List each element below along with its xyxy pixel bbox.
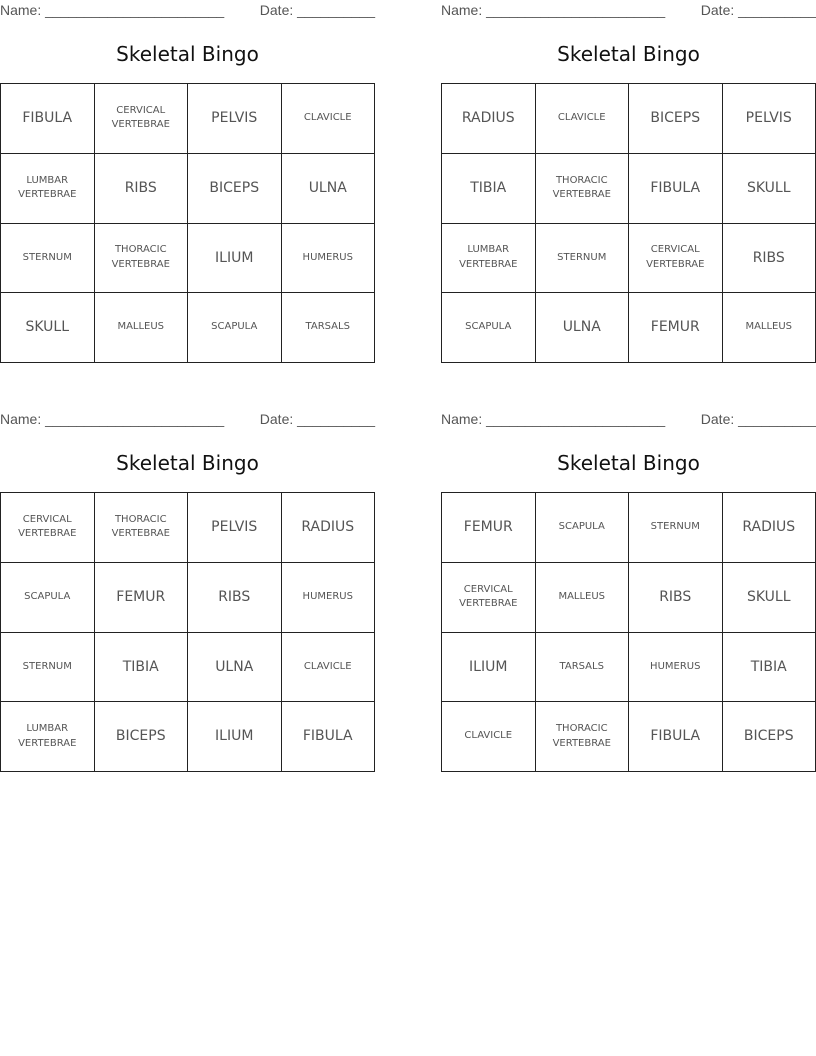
bingo-cell <box>282 702 376 772</box>
card-header <box>441 0 816 22</box>
card-title: Skeletal Bingo <box>116 42 259 66</box>
bingo-cell <box>536 84 630 154</box>
bingo-cell <box>536 224 630 294</box>
bingo-cell <box>442 224 536 294</box>
bingo-cell-text: SCAPULA <box>558 521 605 533</box>
bingo-cell-text: SKULL <box>25 319 70 336</box>
bingo-cell-text: CERVICAL VERTEBRAE <box>18 513 77 540</box>
bingo-cell <box>282 154 376 224</box>
bingo-cell-text: THORACIC VERTEBRAE <box>552 723 611 749</box>
bingo-cell-text: PELVIS <box>211 110 258 127</box>
bingo-cell-text: ULNA <box>308 179 347 196</box>
bingo-card <box>0 0 375 336</box>
bingo-cell-text: CLAVICLE <box>303 112 352 124</box>
bingo-cell-text: STERNUM <box>22 251 72 263</box>
bingo-cell-text: RIBS <box>752 249 785 266</box>
bingo-cell-text: MALLEUS <box>117 321 165 333</box>
card-title: Skeletal Bingo <box>557 451 700 475</box>
bingo-cell <box>536 633 630 703</box>
card-header <box>0 409 375 431</box>
card-title: Skeletal Bingo <box>116 451 259 475</box>
bingo-cell-text: HUMERUS <box>650 660 701 672</box>
bingo-cell <box>188 293 282 363</box>
bingo-cell <box>188 224 282 294</box>
bingo-cell-text: RIBS <box>124 179 157 196</box>
bingo-cell-text: TARSALS <box>559 660 604 672</box>
bingo-cell-text: TIBIA <box>122 658 159 675</box>
bingo-cell <box>442 154 536 224</box>
bingo-cell <box>723 84 816 154</box>
bingo-cell-text: SKULL <box>746 588 791 605</box>
bingo-cell-text: STERNUM <box>650 521 700 533</box>
bingo-cell <box>1 84 95 154</box>
bingo-cell <box>282 293 376 363</box>
bingo-cell-text: CLAVICLE <box>557 112 606 124</box>
date-field: Date: __________ <box>259 2 375 18</box>
bingo-grid <box>441 492 816 772</box>
bingo-cell <box>723 702 816 772</box>
bingo-cell-text: PELVIS <box>745 110 792 127</box>
bingo-cell-text: ILIUM <box>215 728 254 745</box>
bingo-cell <box>629 702 723 772</box>
bingo-cell-text: PELVIS <box>211 519 258 536</box>
bingo-cell <box>723 633 816 703</box>
bingo-cell <box>95 84 189 154</box>
bingo-grid <box>0 83 375 363</box>
bingo-cell-text: THORACIC VERTEBRAE <box>111 244 170 270</box>
bingo-cell-text: SCAPULA <box>465 321 512 333</box>
bingo-cell-text: ILIUM <box>215 249 254 266</box>
bingo-cell-text: THORACIC VERTEBRAE <box>111 513 170 540</box>
name-field: Name: _______________________ <box>0 2 225 18</box>
bingo-cell <box>95 563 189 633</box>
bingo-cell <box>95 633 189 703</box>
bingo-cell <box>629 154 723 224</box>
bingo-cell <box>1 154 95 224</box>
bingo-cell-text: RADIUS <box>742 519 796 536</box>
bingo-cell-text: FIBULA <box>302 728 353 745</box>
bingo-cell-text: RADIUS <box>461 110 515 127</box>
bingo-cell-text: RIBS <box>659 588 692 605</box>
bingo-cell <box>282 563 376 633</box>
date-field: Date: __________ <box>700 2 816 18</box>
bingo-cell-text: STERNUM <box>22 660 72 672</box>
bingo-cell-text: CERVICAL VERTEBRAE <box>459 583 518 610</box>
bingo-cell-text: TIBIA <box>750 658 787 675</box>
bingo-cell <box>536 493 630 563</box>
bingo-cell-text: CLAVICLE <box>464 730 513 742</box>
bingo-cell <box>1 224 95 294</box>
bingo-cell <box>629 563 723 633</box>
date-field: Date: __________ <box>700 411 816 427</box>
bingo-cell-text: LUMBAR VERTEBRAE <box>18 174 77 201</box>
bingo-cell <box>188 84 282 154</box>
bingo-cell <box>629 633 723 703</box>
bingo-cell-text: FIBULA <box>22 110 73 127</box>
bingo-card <box>441 0 816 336</box>
bingo-cell <box>723 493 816 563</box>
bingo-cell <box>282 224 376 294</box>
bingo-cell-text: CERVICAL VERTEBRAE <box>646 244 705 270</box>
bingo-cell <box>1 563 95 633</box>
bingo-cell <box>629 493 723 563</box>
bingo-cell <box>188 493 282 563</box>
bingo-cell-text: RADIUS <box>301 519 355 536</box>
bingo-cell <box>629 224 723 294</box>
bingo-cell-text: FIBULA <box>650 728 701 745</box>
bingo-cell-text: BICEPS <box>115 728 166 745</box>
bingo-cell-text: ULNA <box>215 658 254 675</box>
bingo-cell <box>442 493 536 563</box>
bingo-cell <box>723 224 816 294</box>
bingo-cell-text: TIBIA <box>470 179 507 196</box>
bingo-cell <box>188 702 282 772</box>
bingo-cell <box>536 293 630 363</box>
bingo-cell <box>282 633 376 703</box>
bingo-cell-text: ILIUM <box>469 658 508 675</box>
bingo-card <box>0 409 375 749</box>
bingo-cell <box>95 154 189 224</box>
bingo-cell <box>442 633 536 703</box>
bingo-cell <box>442 293 536 363</box>
bingo-cell-text: BICEPS <box>743 728 794 745</box>
bingo-grid <box>441 83 816 363</box>
bingo-cell <box>723 563 816 633</box>
card-header <box>441 409 816 431</box>
bingo-cell <box>442 702 536 772</box>
bingo-cell <box>282 493 376 563</box>
bingo-cell-text: BICEPS <box>209 179 260 196</box>
bingo-cell <box>442 84 536 154</box>
bingo-cell <box>188 154 282 224</box>
bingo-cell-text: TARSALS <box>305 321 350 333</box>
bingo-cell <box>95 224 189 294</box>
bingo-cell-text: BICEPS <box>650 110 701 127</box>
bingo-cell-text: THORACIC VERTEBRAE <box>552 174 611 201</box>
bingo-cell-text: SCAPULA <box>211 321 258 333</box>
bingo-grid <box>0 492 375 772</box>
bingo-cell-text: HUMERUS <box>302 590 353 602</box>
bingo-cell <box>95 293 189 363</box>
bingo-cell <box>629 84 723 154</box>
bingo-cell-text: HUMERUS <box>302 251 353 263</box>
bingo-cell-text: CERVICAL VERTEBRAE <box>111 104 170 131</box>
bingo-cell <box>442 563 536 633</box>
bingo-cell <box>723 293 816 363</box>
bingo-cell <box>1 702 95 772</box>
bingo-cell-text: STERNUM <box>557 251 607 263</box>
bingo-cell <box>629 293 723 363</box>
bingo-cell <box>188 633 282 703</box>
bingo-cell-text: LUMBAR VERTEBRAE <box>459 244 518 270</box>
bingo-cell <box>1 293 95 363</box>
bingo-cell <box>1 493 95 563</box>
bingo-cell-text: FEMUR <box>463 519 513 536</box>
bingo-cell-text: ULNA <box>562 319 601 336</box>
bingo-cell-text: FIBULA <box>650 179 701 196</box>
bingo-cell <box>1 633 95 703</box>
bingo-cell <box>188 563 282 633</box>
bingo-cell <box>536 563 630 633</box>
bingo-cell-text: MALLEUS <box>558 590 606 602</box>
bingo-cell <box>536 702 630 772</box>
bingo-cell-text: SCAPULA <box>24 590 71 602</box>
name-field: Name: _______________________ <box>441 411 666 427</box>
card-title: Skeletal Bingo <box>557 42 700 66</box>
bingo-cell-text: SKULL <box>746 179 791 196</box>
bingo-cell <box>723 154 816 224</box>
bingo-cell <box>282 84 376 154</box>
bingo-cell <box>536 154 630 224</box>
bingo-cell-text: LUMBAR VERTEBRAE <box>18 723 77 749</box>
bingo-cell-text: RIBS <box>218 588 251 605</box>
bingo-cell-text: FEMUR <box>650 319 700 336</box>
bingo-cell-text: FEMUR <box>116 588 166 605</box>
card-header <box>0 0 375 22</box>
name-field: Name: _______________________ <box>441 2 666 18</box>
bingo-cell-text: MALLEUS <box>745 321 793 333</box>
date-field: Date: __________ <box>259 411 375 427</box>
name-field: Name: _______________________ <box>0 411 225 427</box>
bingo-cell-text: CLAVICLE <box>303 660 352 672</box>
bingo-cell <box>95 493 189 563</box>
bingo-card <box>441 409 816 749</box>
bingo-cell <box>95 702 189 772</box>
